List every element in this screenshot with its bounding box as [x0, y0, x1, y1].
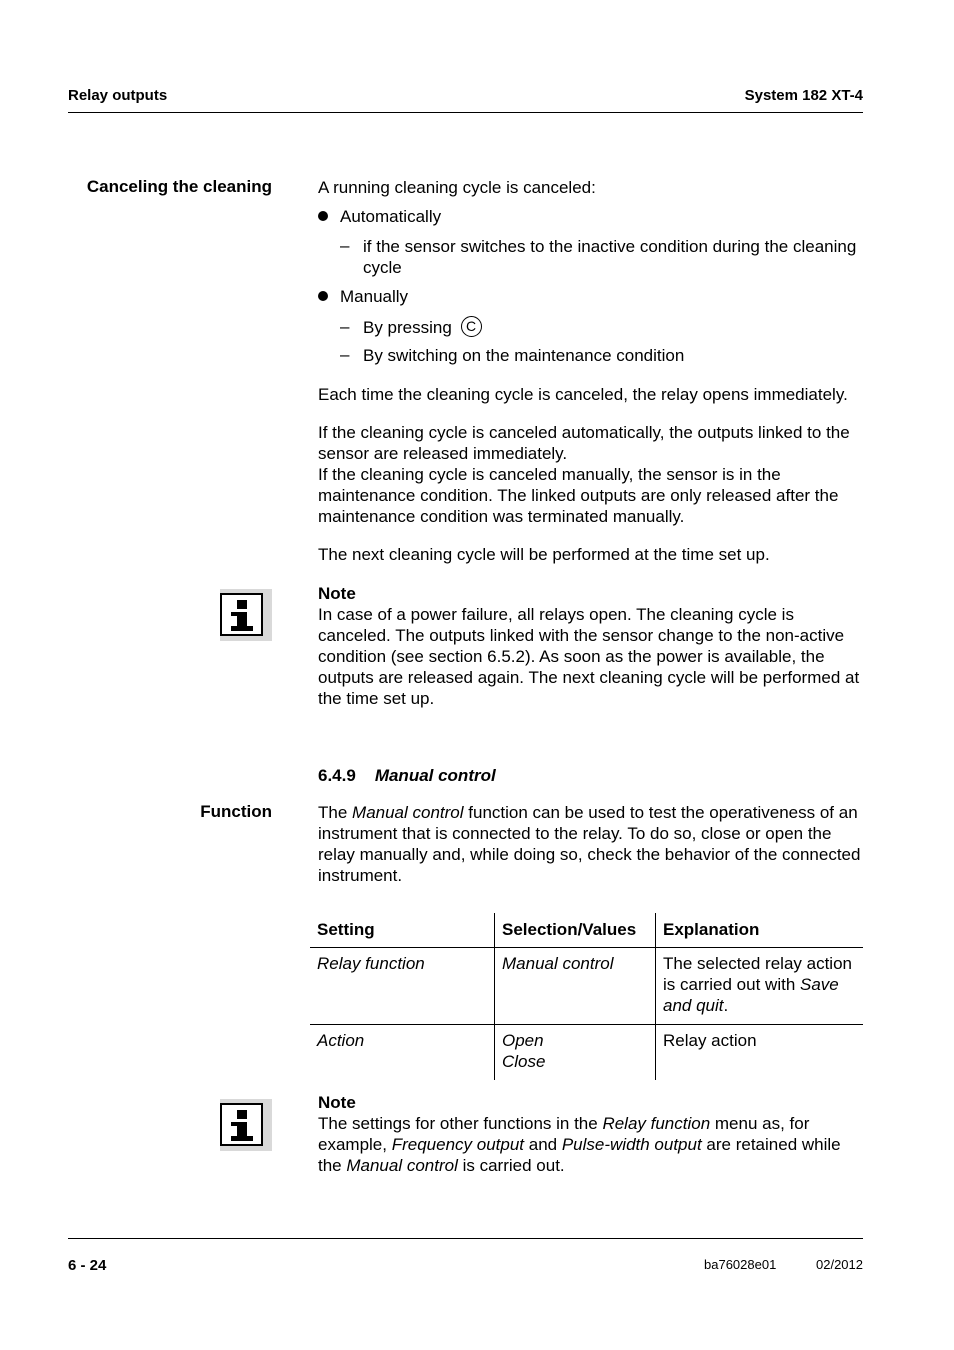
note2-t7: are retained while the	[318, 1135, 841, 1175]
footer-rule	[68, 1238, 863, 1239]
info-note-icon	[220, 589, 272, 641]
bullet-dot-2	[318, 291, 328, 301]
para-canceled-automatically: If the cleaning cycle is canceled automatically, the outputs linked to the sensor are released immediately.	[318, 423, 850, 463]
expl1-pre: The selected relay action is carried out with	[663, 954, 852, 994]
table-header-row	[310, 913, 863, 948]
note2-t5: and	[524, 1135, 562, 1154]
dash-text-pressing	[363, 317, 863, 339]
note2-t2: Relay function	[602, 1114, 711, 1133]
note2-text	[318, 1113, 866, 1176]
dash-1: –	[340, 236, 350, 255]
header-right-title: System 182 XT-4	[744, 87, 863, 104]
cell-value-manual-control: Manual control	[495, 948, 656, 1025]
dash-text-maintenance: By switching on the maintenance condition	[363, 346, 685, 365]
table-row	[310, 1025, 863, 1081]
side-label-function: Function	[200, 802, 272, 821]
header-rule	[68, 112, 863, 113]
table-header-selection: Selection/Values	[495, 913, 656, 948]
cell-setting-action: Action	[317, 1031, 365, 1050]
value-open: Open	[502, 1031, 544, 1050]
note2-t9: is carried out.	[457, 1156, 565, 1175]
function-p-the: The	[318, 803, 353, 822]
function-p-rest: function can be used to test the operativeness of an instrument that is connected to the relay. To do so, close or open the relay manually and, while doing so, check the behavior of the connected instrument.	[318, 803, 861, 885]
para-next-cycle: The next cleaning cycle will be performed at the time set up.	[318, 545, 770, 564]
by-pressing-text: By pressing	[363, 318, 452, 337]
side-label-canceling: Canceling the cleaning	[86, 177, 272, 196]
function-p-manual: Manual control	[352, 803, 464, 822]
note1-text: In case of a power failure, all relays open. The cleaning cycle is canceled. The outputs linked with the sensor change to the non-active condition (see section 6.5.2). As soon as the power is available, the outputs are released again. The next cleaning cycle will be performed at the time set up.	[318, 605, 860, 708]
note2-t8: Manual control	[346, 1156, 458, 1175]
dash-2: –	[340, 317, 350, 336]
dash-3: –	[340, 345, 350, 364]
note2-t1: The settings for other functions in the	[318, 1114, 603, 1133]
note2-t3: menu as, for example,	[318, 1114, 810, 1154]
section-heading-manual-control	[318, 765, 866, 786]
cell-explanation-2: Relay action	[656, 1025, 864, 1081]
value-close: Close	[502, 1052, 546, 1071]
table-header-setting: Setting	[310, 913, 495, 948]
bullet-manually: Manually	[340, 287, 409, 306]
para-canceled-manually: If the cleaning cycle is canceled manually, the sensor is in the maintenance condition. The linked outputs are only released after the maintenance condition was terminated manually.	[318, 465, 839, 526]
info-note-icon	[220, 1099, 272, 1151]
footer-page-number: 6 - 24	[68, 1257, 107, 1274]
para-relay-opens: Each time the cleaning cycle is canceled, the relay opens immediately.	[318, 385, 848, 404]
settings-table	[310, 913, 863, 1080]
note2-t4: Frequency output	[391, 1135, 525, 1154]
expl1-post: .	[723, 996, 729, 1015]
bullet-automatically: Automatically	[340, 207, 442, 226]
function-paragraph	[318, 802, 866, 886]
header-left-title: Relay outputs	[68, 87, 168, 104]
cancel-intro: A running cleaning cycle is canceled:	[318, 178, 596, 197]
section-title: Manual control	[374, 766, 496, 785]
bullet-dot-1	[318, 211, 328, 221]
table-header-explanation: Explanation	[656, 913, 864, 948]
cell-explanation-1	[656, 948, 864, 1025]
note1-title: Note	[318, 584, 356, 603]
note2-title: Note	[318, 1093, 356, 1112]
footer-date: 02/2012	[816, 1257, 863, 1272]
section-number: 6.4.9	[318, 766, 356, 785]
note2-t6: Pulse-width output	[561, 1135, 702, 1154]
cell-setting-relay-function: Relay function	[310, 948, 495, 1025]
footer-doc-id: ba76028e01	[704, 1257, 777, 1272]
dash-text-inactive: if the sensor switches to the inactive condition during the cleaning cycle	[363, 237, 857, 277]
key-c-icon: C	[461, 316, 482, 337]
expl1-save-and-quit: Save and quit	[663, 975, 839, 1015]
cell-value-open-close	[495, 1025, 656, 1081]
table-row	[310, 948, 863, 1025]
